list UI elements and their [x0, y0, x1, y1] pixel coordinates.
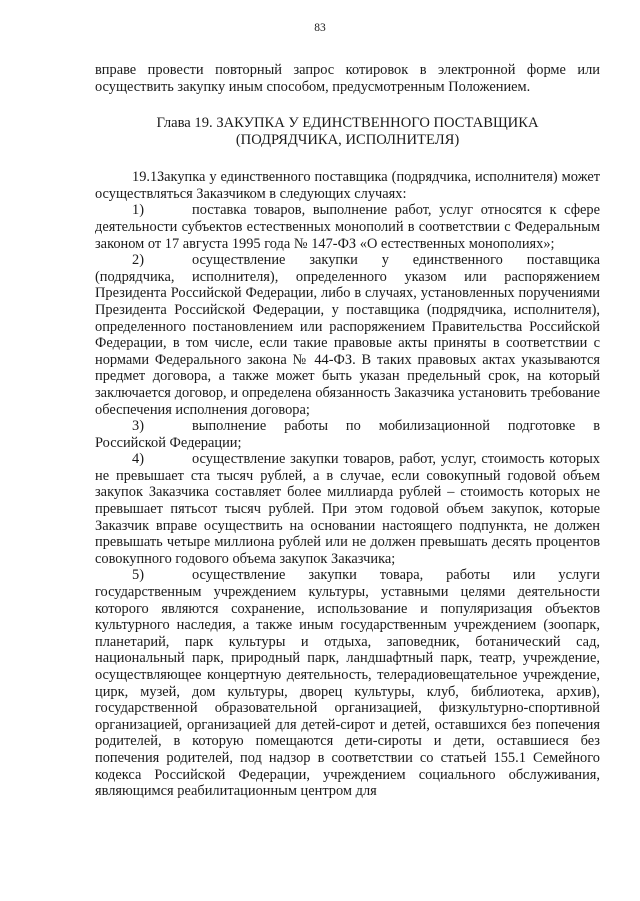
list-item	[95, 252, 600, 418]
page-number: 83	[314, 22, 326, 34]
list-item-number: 3)	[132, 418, 144, 435]
list-item-number: 2)	[132, 252, 144, 269]
opening-paragraph: вправе провести повторный запрос котировок в электронной форме или осуществить закупку иным способом, предусмотренным Положением.	[95, 62, 600, 95]
list-item	[95, 418, 600, 451]
list-item-text: выполнение работы по мобилизационной подготовке в Российской Федерации;	[95, 418, 600, 451]
chapter-title-line-2: (ПОДРЯДЧИКА, ИСПОЛНИТЕЛЯ)	[235, 132, 460, 149]
section-number: 19.1.	[132, 169, 161, 186]
section-text: Закупка у единственного поставщика (подрядчика, исполнителя) может осуществляться Заказчиком в следующих случаях:	[95, 169, 600, 202]
document-body	[95, 62, 600, 800]
chapter-heading	[95, 115, 600, 149]
list-item-text: поставка товаров, выполнение работ, услуг относятся к сфере деятельности субъектов естественных монополий в соответствии с Федеральным законом от 17 августа 1995 года № 147-ФЗ «О естественных монополиях»;	[95, 202, 600, 252]
section-paragraph	[95, 169, 600, 202]
list-item	[95, 451, 600, 567]
list-item	[95, 202, 600, 252]
list-item-text: осуществление закупки у единственного поставщика (подрядчика, исполнителя), определенного указом или распоряжением Президента Российской Федерации, либо в случаях, установленных поручениями Президента Российской Федерации, у поставщика (подрядчика, исполнителя), определенного постановлением или распоряжением Правительства Российской Федерации, в том числе, если такие правовые акты приняты в соответствии с нормами Федерального закона № 44-ФЗ. В таких правовых актах указываются предмет договора, а также может быть указан предельный срок, на который заключается договор, и определена обязанность Заказчика установить требование обеспечения исполнения договора;	[95, 252, 600, 418]
list-item-text: осуществление закупки товаров, работ, услуг, стоимость которых не превышает ста тысяч рублей, а в случае, если совокупный годовой объем закупок Заказчика составляет более миллиарда рублей – стоимость которых не превышает пятьсот тысяч рублей. При этом годовой объем закупок, которые Заказчик вправе осуществить на основании настоящего подпункта, не должен превышать четыре миллиона рублей или не должен превышать десять процентов совокупного годового объема закупок Заказчика;	[95, 451, 600, 567]
list-item-text: осуществление закупки товара, работы или услуги государственным учреждением культуры, уставными целями деятельности которого являются сохранение, использование и популяризация объектов культурного наследия, а также иным государственным учреждением (зоопарк, планетарий, парк культуры и отдыха, заповедник, ботанический сад, национальный парк, природный парк, ландшафтный парк, театр, учреждение, осуществляющее концертную деятельность, телерадиовещательное учреждение, цирк, музей, дом культуры, дворец культуры, клуб, библиотека, архив), государственной образовательной организацией, физкультурно-спортивной организацией, организацией для детей-сирот и детей, оставшихся без попечения родителей, в которую помещаются дети-сироты и дети, оставшиеся без попечения родителей, под надзор в соответствии со статьей 155.1 Семейного кодекса Российской Федерации, учреждением социального обслуживания, являющимся реабилитационным центром для	[95, 567, 600, 800]
list-item-number: 1)	[132, 202, 144, 219]
list-item-number: 5)	[132, 567, 144, 584]
list-item-number: 4)	[132, 451, 144, 468]
chapter-title-line-1: Глава 19. ЗАКУПКА У ЕДИНСТВЕННОГО ПОСТАВЩИКА	[156, 115, 539, 132]
list-item	[95, 567, 600, 799]
